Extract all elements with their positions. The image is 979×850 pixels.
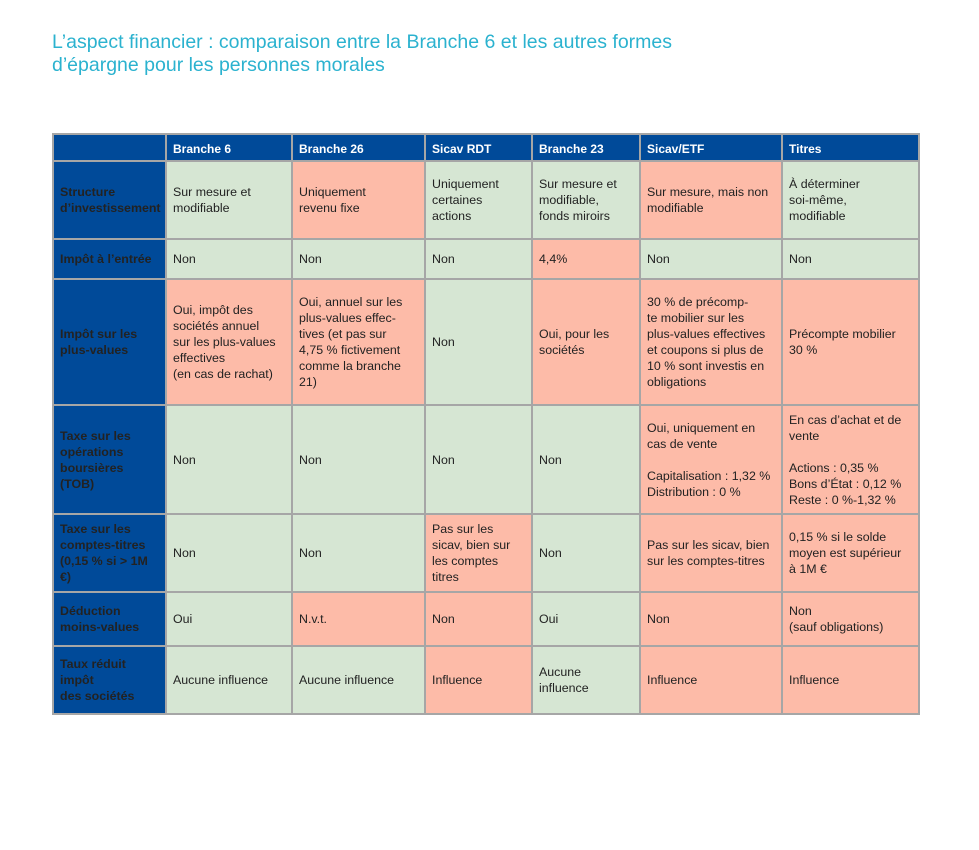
table-cell: Sur mesure, mais non modifiable (640, 161, 782, 239)
table-cell: Précompte mobilier 30 % (782, 279, 919, 405)
table-cell: À déterminer soi-même, modifiable (782, 161, 919, 239)
table-header-row (53, 134, 919, 161)
table-cell: Non (292, 514, 425, 592)
header-corner (53, 134, 166, 161)
row-label-impot-entree: Impôt à l’entrée (53, 239, 166, 279)
table-cell: Non (532, 405, 640, 514)
table-cell: Oui, annuel sur les plus-values effec- tives (et pas sur 4,75 % fictivement comme la branche 21) (292, 279, 425, 405)
row-label-comptes-titres: Taxe sur les comptes-titres (0,15 % si > 1M €) (53, 514, 166, 592)
table-row-comptes-titres (53, 514, 919, 592)
header-branche-26: Branche 26 (292, 134, 425, 161)
table-cell: Non (166, 239, 292, 279)
table-cell: Sur mesure et modifiable, fonds miroirs (532, 161, 640, 239)
table-cell: Influence (425, 646, 532, 714)
table-row-impot-plus-values (53, 279, 919, 405)
table-cell: Non (292, 405, 425, 514)
table-cell: Non (166, 405, 292, 514)
table-cell: 4,4% (532, 239, 640, 279)
row-label-taux-reduit: Taux réduit impôt des sociétés (53, 646, 166, 714)
table-cell: Oui, uniquement en cas de vente Capitalisation : 1,32 % Distribution : 0 % (640, 405, 782, 514)
table-cell: Non (sauf obligations) (782, 592, 919, 646)
comparison-table (52, 133, 920, 715)
header-branche-23: Branche 23 (532, 134, 640, 161)
table-cell: Pas sur les sicav, bien sur les comptes-titres (640, 514, 782, 592)
header-sicav-rdt: Sicav RDT (425, 134, 532, 161)
table-cell: Non (425, 279, 532, 405)
table-cell: Sur mesure et modifiable (166, 161, 292, 239)
table-cell: Non (532, 514, 640, 592)
table-row-tob (53, 405, 919, 514)
table-cell: Oui (166, 592, 292, 646)
table-row-deduction (53, 592, 919, 646)
table-cell: Non (166, 514, 292, 592)
page-title (52, 31, 772, 77)
table-cell: Non (425, 592, 532, 646)
table-cell: Uniquement certaines actions (425, 161, 532, 239)
table-cell: Oui (532, 592, 640, 646)
row-label-structure: Structure d’investissement (53, 161, 166, 239)
table-cell: Aucune influence (166, 646, 292, 714)
row-label-impot-plus-values: Impôt sur les plus-values (53, 279, 166, 405)
title-line-1: L’aspect financier : comparaison entre la Branche 6 et les autres formes (52, 31, 672, 53)
table-cell: Non (640, 239, 782, 279)
header-titres: Titres (782, 134, 919, 161)
table-cell: Influence (782, 646, 919, 714)
title-line-2: d’épargne pour les personnes morales (52, 54, 385, 76)
table-cell: Non (292, 239, 425, 279)
header-branche-6: Branche 6 (166, 134, 292, 161)
table-cell: Pas sur les sicav, bien sur les comptes titres (425, 514, 532, 592)
table-cell: En cas d’achat et de vente Actions : 0,35 % Bons d’État : 0,12 % Reste : 0 %-1,32 % (782, 405, 919, 514)
table-row-impot-entree (53, 239, 919, 279)
table-cell: 0,15 % si le solde moyen est supérieur à 1M € (782, 514, 919, 592)
header-sicav-etf: Sicav/ETF (640, 134, 782, 161)
row-label-deduction: Déduction moins-values (53, 592, 166, 646)
table-cell: Non (640, 592, 782, 646)
table-cell: Aucune influence (532, 646, 640, 714)
table-cell: Oui, impôt des sociétés annuel sur les plus-values effectives (en cas de rachat) (166, 279, 292, 405)
table-cell: Oui, pour les sociétés (532, 279, 640, 405)
table-row-structure (53, 161, 919, 239)
row-label-tob: Taxe sur les opérations boursières (TOB) (53, 405, 166, 514)
table-cell: Non (425, 239, 532, 279)
table-cell: Aucune influence (292, 646, 425, 714)
table-cell: Non (425, 405, 532, 514)
table-row-taux-reduit (53, 646, 919, 714)
table-cell: 30 % de précomp- te mobilier sur les plus-values effectives et coupons si plus de 10 % sont investis en obligations (640, 279, 782, 405)
table-cell: Influence (640, 646, 782, 714)
table-cell: Non (782, 239, 919, 279)
table-cell: N.v.t. (292, 592, 425, 646)
table-cell: Uniquement revenu fixe (292, 161, 425, 239)
